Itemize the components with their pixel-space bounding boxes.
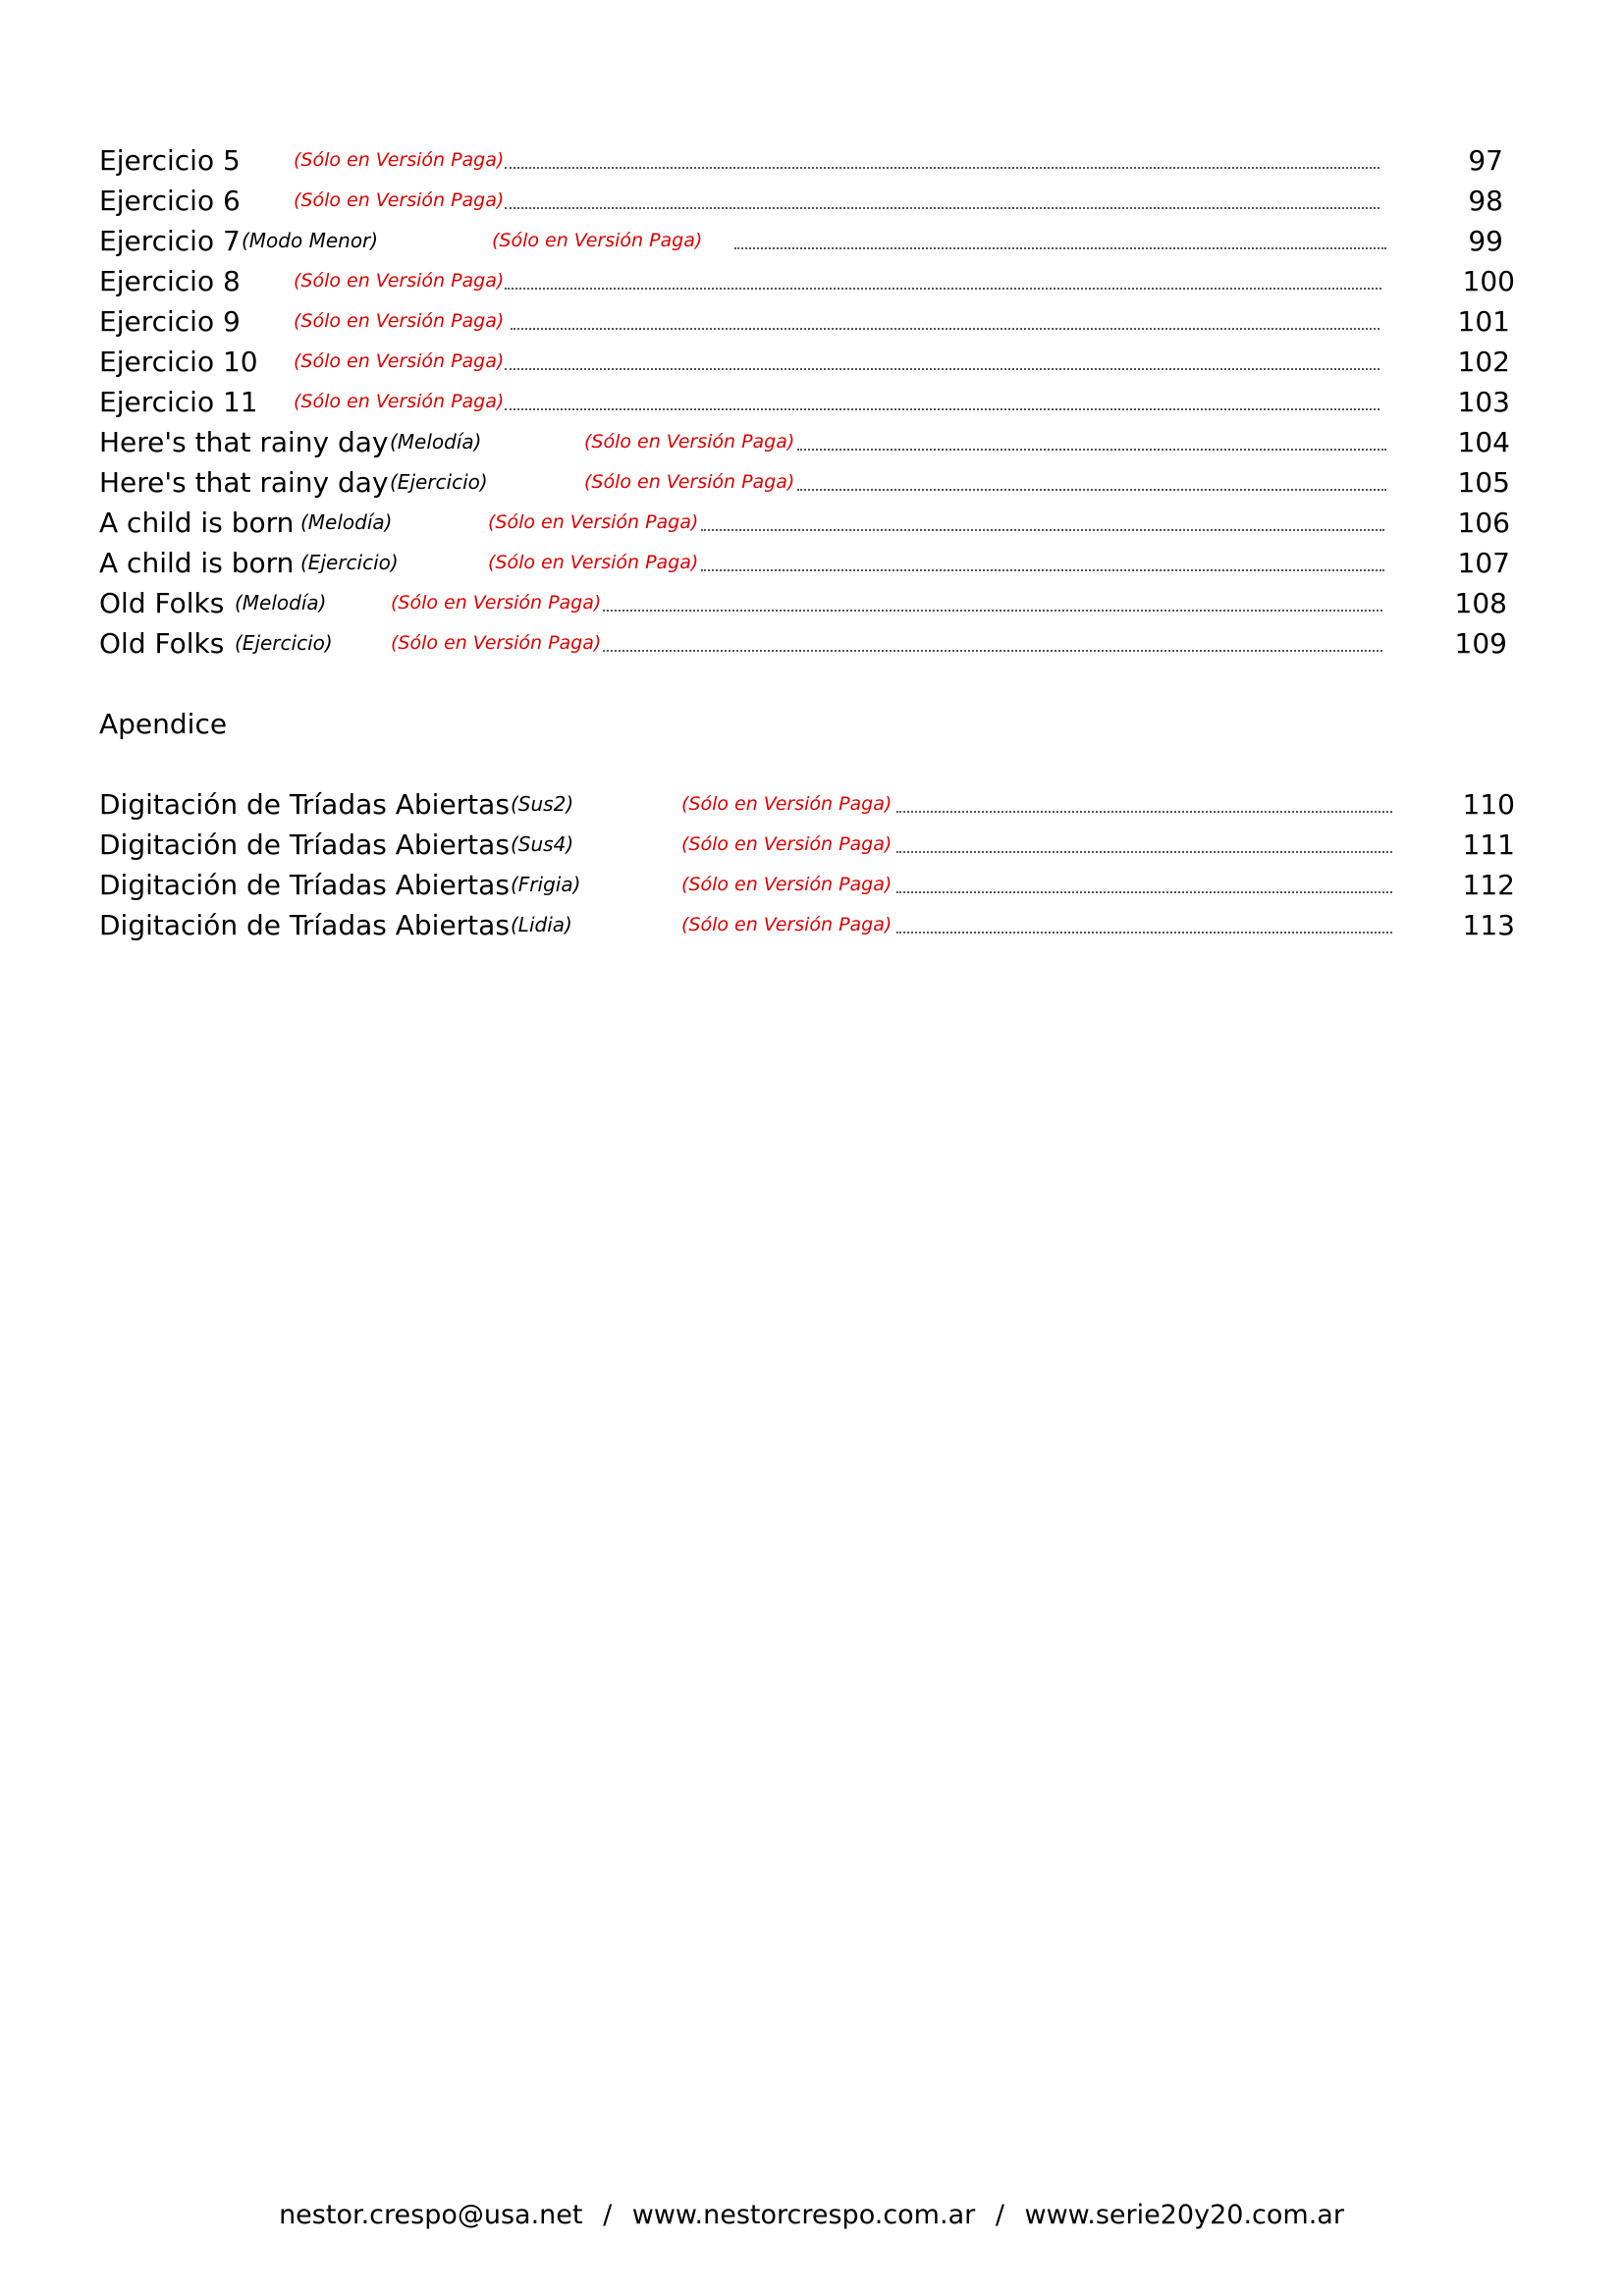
entry-title: Ejercicio 8 [99,265,241,297]
page-number: 111 [1462,828,1515,861]
leader-dots [511,328,1380,330]
page-number: 105 [1457,466,1510,499]
paid-version-note: (Sólo en Versión Paga) [681,793,893,815]
paid-version-note: (Sólo en Versión Paga) [488,511,699,533]
footer-email[interactable]: nestor.crespo@usa.net [279,2200,583,2230]
entry-subtitle: (Ejercicio) [300,551,399,574]
page-number: 101 [1457,305,1510,338]
page-number: 107 [1457,547,1510,579]
entry-title: Digitación de Tríadas Abiertas [99,909,510,941]
footer-website-link[interactable]: www.serie20y20.com.ar [1024,2200,1344,2230]
paid-version-note: (Sólo en Versión Paga) [492,230,703,251]
entry-title: Ejercicio 7 [99,225,241,257]
page-number: 102 [1457,346,1510,378]
page-number: 100 [1462,265,1515,297]
entry-subtitle: (Ejercicio) [390,470,488,494]
page-number: 97 [1468,144,1503,177]
page-number: 99 [1468,225,1503,257]
paid-version-note: (Sólo en Versión Paga) [294,391,505,412]
leader-dots [505,167,1380,169]
paid-version-note: (Sólo en Versión Paga) [294,310,505,332]
entry-title: Ejercicio 11 [99,386,258,418]
entry-title: Digitación de Tríadas Abiertas [99,788,510,821]
toc-entry [0,382,1623,422]
paid-version-note: (Sólo en Versión Paga) [391,632,602,654]
entry-title: Ejercicio 9 [99,305,241,338]
toc-entry [0,342,1623,382]
leader-dots [896,891,1392,893]
entry-subtitle: (Lidia) [511,913,572,936]
toc-entry [0,865,1623,905]
entry-title: Ejercicio 6 [99,185,241,217]
paid-version-note: (Sólo en Versión Paga) [294,189,505,211]
entry-title: Digitación de Tríadas Abiertas [99,828,510,861]
entry-subtitle: (Modo Menor) [242,229,379,252]
leader-dots [701,529,1384,531]
toc-entry [0,905,1623,945]
footer-separator: / [995,2200,1004,2230]
entry-title: Old Folks [99,627,225,660]
leader-dots [896,851,1392,853]
toc-entry [0,422,1623,462]
page-number: 108 [1454,587,1507,619]
footer-website-link[interactable]: www.nestorcrespo.com.ar [631,2200,976,2230]
leader-dots [896,932,1392,934]
paid-version-note: (Sólo en Versión Paga) [681,914,893,935]
leader-dots [701,569,1384,571]
toc-entry [0,583,1623,623]
footer-separator: / [603,2200,613,2230]
entry-subtitle: (Ejercicio) [235,631,333,655]
leader-dots [896,811,1392,813]
page-number: 112 [1462,869,1515,901]
entry-title: Here's that rainy day [99,426,389,458]
toc-entry [0,301,1623,342]
paid-version-note: (Sólo en Versión Paga) [294,149,505,171]
page-number: 106 [1457,507,1510,539]
leader-dots [797,449,1386,451]
entry-title: Here's that rainy day [99,466,389,499]
leader-dots [797,489,1386,491]
entry-title: A child is born [99,507,295,539]
paid-version-note: (Sólo en Versión Paga) [584,431,795,453]
paid-version-note: (Sólo en Versión Paga) [294,270,505,292]
paid-version-note: (Sólo en Versión Paga) [681,874,893,895]
entry-title: Ejercicio 10 [99,346,258,378]
paid-version-note: (Sólo en Versión Paga) [391,592,602,614]
leader-dots [505,207,1380,209]
paid-version-note: (Sólo en Versión Paga) [584,471,795,493]
leader-dots [603,610,1382,612]
entry-subtitle: (Melodía) [235,591,327,614]
entry-title: Digitación de Tríadas Abiertas [99,869,510,901]
toc-entry [0,623,1623,664]
toc-entry [0,543,1623,583]
leader-dots [603,650,1382,652]
entry-subtitle: (Frigia) [511,873,581,896]
toc-entry [0,825,1623,865]
leader-dots [734,247,1386,249]
page-number: 104 [1457,426,1510,458]
entry-subtitle: (Sus2) [511,792,574,816]
leader-dots [505,408,1380,410]
toc-entry [0,503,1623,543]
leader-dots [505,368,1380,370]
paid-version-note: (Sólo en Versión Paga) [681,833,893,855]
page-number: 113 [1462,909,1515,941]
toc-entry [0,462,1623,503]
entry-title: Ejercicio 5 [99,144,241,177]
entry-title: Old Folks [99,587,225,619]
toc-entry [0,221,1623,261]
footer-contact [0,2196,1623,2235]
paid-version-note: (Sólo en Versión Paga) [488,552,699,573]
toc-entry [0,784,1623,825]
leader-dots [505,288,1381,290]
appendix-heading: Apendice [99,708,228,740]
page-number: 98 [1468,185,1503,217]
entry-title: A child is born [99,547,295,579]
page-number: 109 [1454,627,1507,660]
toc-entry [0,140,1623,181]
paid-version-note: (Sólo en Versión Paga) [294,350,505,372]
toc-entry [0,261,1623,301]
page-number: 103 [1457,386,1510,418]
page-number: 110 [1462,788,1515,821]
toc-entry [0,181,1623,221]
entry-subtitle: (Melodía) [300,510,393,534]
entry-subtitle: (Sus4) [511,832,574,856]
entry-subtitle: (Melodía) [390,430,482,454]
